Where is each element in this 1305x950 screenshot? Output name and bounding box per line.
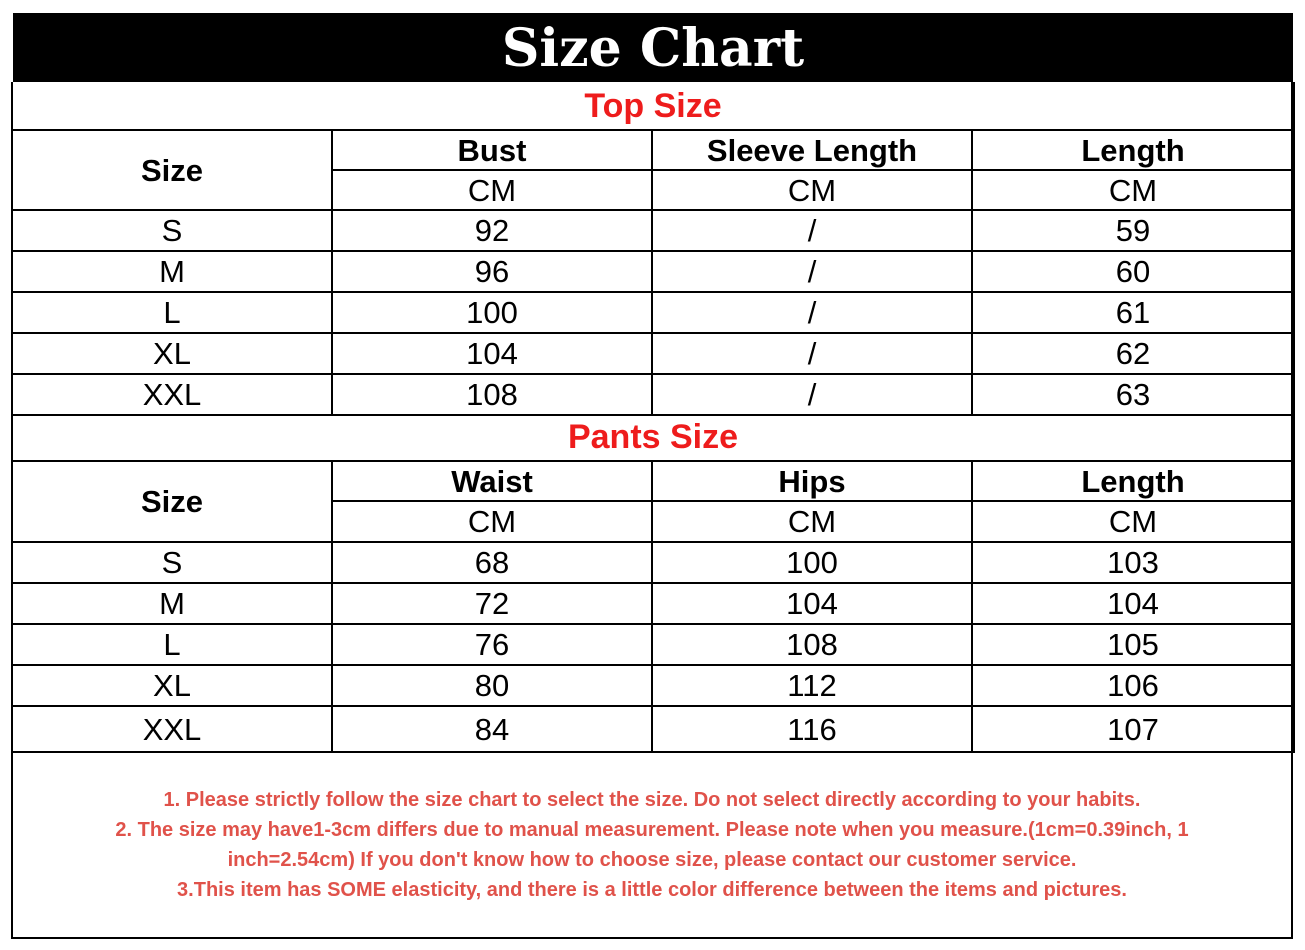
top-bust-value: 96 <box>332 251 652 292</box>
pants-col-header-hips: Hips <box>652 461 972 501</box>
top-unit-bust: CM <box>332 170 652 210</box>
pants-size-label: S <box>12 542 332 583</box>
top-bust-value: 104 <box>332 333 652 374</box>
pants-col-header-waist: Waist <box>332 461 652 501</box>
table-row <box>12 251 1294 292</box>
pants-unit-hips: CM <box>652 501 972 542</box>
pants-length-value: 104 <box>972 583 1294 624</box>
pants-waist-value: 72 <box>332 583 652 624</box>
top-length-value: 59 <box>972 210 1294 251</box>
top-bust-value: 92 <box>332 210 652 251</box>
pants-length-value: 107 <box>972 706 1294 752</box>
pants-length-value: 105 <box>972 624 1294 665</box>
top-size-label: M <box>12 251 332 292</box>
top-size-table <box>11 82 1295 416</box>
pants-waist-value: 68 <box>332 542 652 583</box>
top-sleeve-value: / <box>652 374 972 415</box>
note-line-2: 2. The size may have1-3cm differs due to manual measurement. Please note when you measure.(1cm=0.39inch, 1 <box>115 819 1189 841</box>
pants-unit-waist: CM <box>332 501 652 542</box>
pants-hips-value: 100 <box>652 542 972 583</box>
pants-size-label: XXL <box>12 706 332 752</box>
pants-waist-value: 84 <box>332 706 652 752</box>
table-row <box>12 333 1294 374</box>
top-sleeve-value: / <box>652 251 972 292</box>
top-length-value: 60 <box>972 251 1294 292</box>
pants-size-label: L <box>12 624 332 665</box>
table-row <box>12 374 1294 415</box>
table-row <box>12 665 1294 706</box>
top-length-value: 63 <box>972 374 1294 415</box>
top-size-label: XL <box>12 333 332 374</box>
pants-length-value: 103 <box>972 542 1294 583</box>
pants-size-label: XL <box>12 665 332 706</box>
note-line-1: 1. Please strictly follow the size chart to select the size. Do not select directly according to your habits. <box>163 789 1141 811</box>
top-unit-sleeve-length: CM <box>652 170 972 210</box>
table-row <box>12 542 1294 583</box>
pants-waist-value: 80 <box>332 665 652 706</box>
top-sleeve-value: / <box>652 210 972 251</box>
top-size-label: XXL <box>12 374 332 415</box>
size-notes <box>13 785 1291 905</box>
pants-hips-value: 116 <box>652 706 972 752</box>
top-sleeve-value: / <box>652 292 972 333</box>
note-line-3: inch=2.54cm) If you don't know how to choose size, please contact our customer service. <box>227 849 1077 871</box>
pants-size-table <box>11 413 1295 753</box>
top-bust-value: 100 <box>332 292 652 333</box>
pants-hips-value: 104 <box>652 583 972 624</box>
table-row <box>12 624 1294 665</box>
top-unit-length: CM <box>972 170 1294 210</box>
pants-hips-value: 112 <box>652 665 972 706</box>
top-size-label: S <box>12 210 332 251</box>
pants-size-header: Size <box>12 461 332 542</box>
top-size-label: L <box>12 292 332 333</box>
top-col-header-sleeve-length: Sleeve Length <box>652 130 972 170</box>
pants-col-header-length: Length <box>972 461 1294 501</box>
top-col-header-length: Length <box>972 130 1294 170</box>
size-chart-title: Size Chart <box>13 13 1293 82</box>
top-sleeve-value: / <box>652 333 972 374</box>
top-length-value: 61 <box>972 292 1294 333</box>
pants-length-value: 106 <box>972 665 1294 706</box>
table-row <box>12 292 1294 333</box>
pants-unit-length: CM <box>972 501 1294 542</box>
pants-waist-value: 76 <box>332 624 652 665</box>
top-length-value: 62 <box>972 333 1294 374</box>
top-bust-value: 108 <box>332 374 652 415</box>
pants-size-label: M <box>12 583 332 624</box>
table-row <box>12 210 1294 251</box>
table-row <box>12 706 1294 752</box>
table-row <box>12 583 1294 624</box>
pants-hips-value: 108 <box>652 624 972 665</box>
top-size-header: Size <box>12 130 332 210</box>
top-size-section-title: Top Size <box>12 82 1294 130</box>
top-col-header-bust: Bust <box>332 130 652 170</box>
pants-size-section-title: Pants Size <box>12 413 1294 461</box>
note-line-4: 3.This item has SOME elasticity, and there is a little color difference between the items and pictures. <box>177 879 1127 901</box>
